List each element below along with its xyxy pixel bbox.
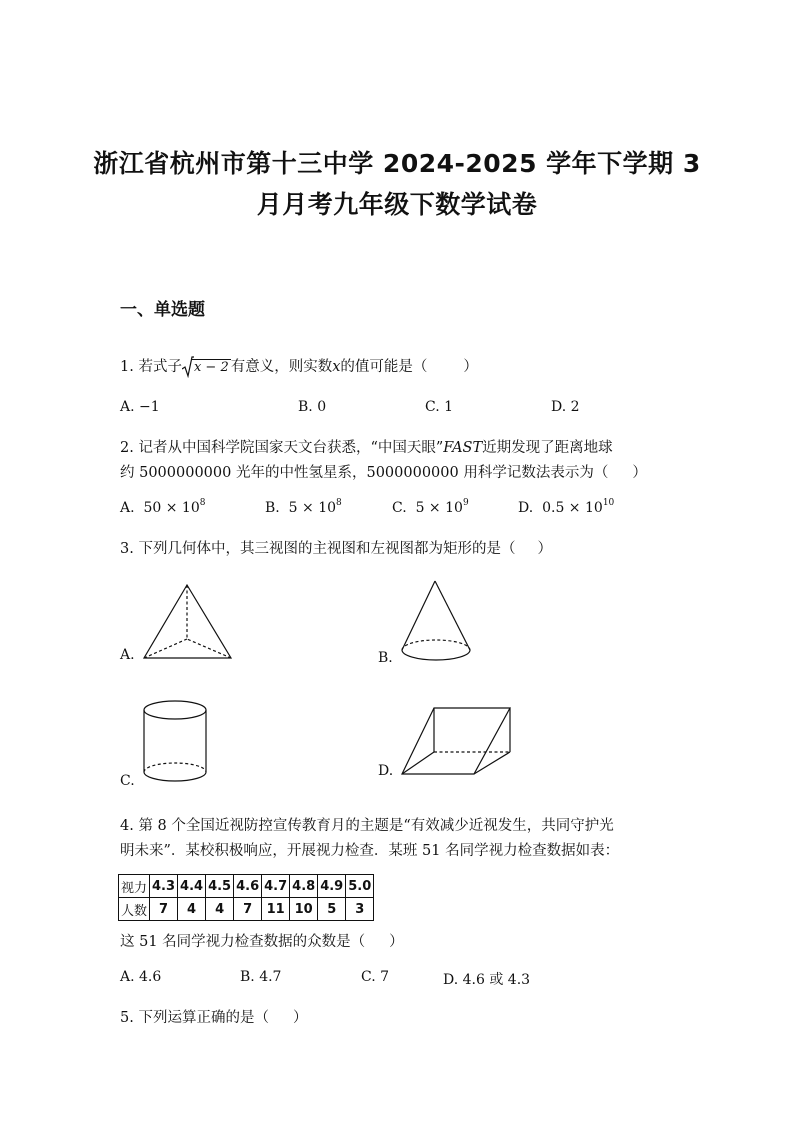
- variable-x: x: [332, 359, 341, 375]
- triangular-pyramid-figure: [140, 582, 236, 664]
- question-4-line-1: [120, 814, 614, 835]
- question-number: 4.: [120, 818, 134, 834]
- q2-option-d[interactable]: D. $0.5 \times 10^{10}$: [518, 498, 615, 516]
- table-cell: 4.8: [290, 875, 318, 898]
- q2-option-b[interactable]: B. $5 \times 10^8$: [265, 498, 342, 516]
- table-header-cell: 人数: [119, 898, 150, 921]
- q4-option-a[interactable]: A. 4.6: [120, 969, 162, 985]
- fast-label: FAST: [443, 440, 483, 456]
- table-cell: 10: [290, 898, 318, 921]
- q1-option-c[interactable]: C. 1: [425, 399, 454, 415]
- question-number: 3.: [120, 541, 134, 557]
- question-text: 下列运算正确的是（: [138, 1010, 269, 1026]
- triangular-prism-figure: [398, 704, 518, 778]
- table-cell: 11: [262, 898, 290, 921]
- exam-title-line-2: 月月考九年级下数学试卷: [256, 190, 538, 219]
- table-cell: 7: [150, 898, 178, 921]
- question-text: 约 5000000000 光年的中性氢星系，5000000000 用科学记数法表示为（: [120, 465, 609, 481]
- question-2-line-1: [120, 436, 613, 457]
- sqrt-expression: [182, 359, 231, 375]
- section-heading: 一、单选题: [120, 300, 205, 320]
- cylinder-figure: [140, 698, 212, 786]
- table-cell: 4: [178, 898, 206, 921]
- q4-option-b[interactable]: B. 4.7: [240, 969, 282, 985]
- close-paren: ）: [463, 359, 478, 375]
- close-paren: ）: [389, 934, 404, 950]
- table-cell: 4.6: [234, 875, 262, 898]
- question-text: 记者从中国科学院国家天文台获悉，“中国天眼”: [138, 440, 444, 456]
- question-number: 2.: [120, 440, 134, 456]
- table-cell: 4.9: [318, 875, 346, 898]
- question-text-end: 的值可能是（: [340, 359, 428, 375]
- question-1: [120, 355, 478, 376]
- q1-option-d[interactable]: D. 2: [551, 399, 580, 415]
- q2-option-a[interactable]: A. $50 \times 10^8$: [120, 498, 206, 516]
- table-cell: 4.7: [262, 875, 290, 898]
- question-4-line-2: [120, 839, 619, 860]
- question-text: 若式子: [138, 359, 182, 375]
- question-text-cont: 近期发现了距离地球: [482, 440, 613, 456]
- close-paren: ）: [292, 1010, 308, 1026]
- q3-option-b-label[interactable]: B.: [378, 650, 393, 666]
- q4-option-d[interactable]: D. 4.6 或 4.3: [443, 972, 531, 988]
- table-cell: 4.4: [178, 875, 206, 898]
- q1-option-b[interactable]: B. 0: [298, 399, 327, 415]
- table-row: [119, 875, 374, 898]
- q1-option-a[interactable]: A. −1: [120, 399, 160, 415]
- table-cell: 5: [318, 898, 346, 921]
- question-text-cont: 有意义，则实数: [230, 359, 333, 375]
- table-cell: 4: [206, 898, 234, 921]
- question-2-line-2: [120, 461, 647, 482]
- question-text: 第 8 个全国近视防控宣传教育月的主题是“有效减少近视发生，共同守护光: [138, 818, 614, 834]
- close-paren: ）: [537, 541, 552, 557]
- q3-option-d-label[interactable]: D.: [378, 763, 394, 779]
- question-number: 1.: [120, 359, 134, 375]
- q2-option-c[interactable]: C. $5 \times 10^9$: [392, 498, 469, 516]
- question-number: 5.: [120, 1010, 134, 1026]
- question-5: [120, 1006, 307, 1027]
- radicand: x − 2: [193, 360, 229, 375]
- table-cell: 3: [346, 898, 374, 921]
- table-cell: 7: [234, 898, 262, 921]
- question-text: 这 51 名同学视力检查数据的众数是（: [120, 934, 366, 950]
- table-header-cell: 视力: [119, 875, 150, 898]
- q4-option-c[interactable]: C. 7: [361, 969, 390, 985]
- table-row: [119, 898, 374, 921]
- question-3: [120, 537, 552, 558]
- exam-title-line-1: 浙江省杭州市第十三中学 2024-2025 学年下学期 3: [93, 149, 701, 178]
- vision-data-table: [118, 874, 374, 921]
- question-4-prompt: [120, 930, 404, 951]
- cone-figure: [397, 578, 477, 664]
- table-cell: 4.5: [206, 875, 234, 898]
- table-cell: 4.3: [150, 875, 178, 898]
- q3-option-c-label[interactable]: C.: [120, 773, 135, 789]
- question-text-cont: 明未来”．某校积极响应，开展视力检查．某班 51 名同学视力检查数据如表：: [120, 843, 620, 859]
- table-cell: 5.0: [346, 875, 374, 898]
- q3-option-a-label[interactable]: A.: [120, 647, 135, 663]
- question-text: 下列几何体中，其三视图的主视图和左视图都为矩形的是（: [138, 541, 516, 557]
- close-paren: ）: [632, 465, 647, 481]
